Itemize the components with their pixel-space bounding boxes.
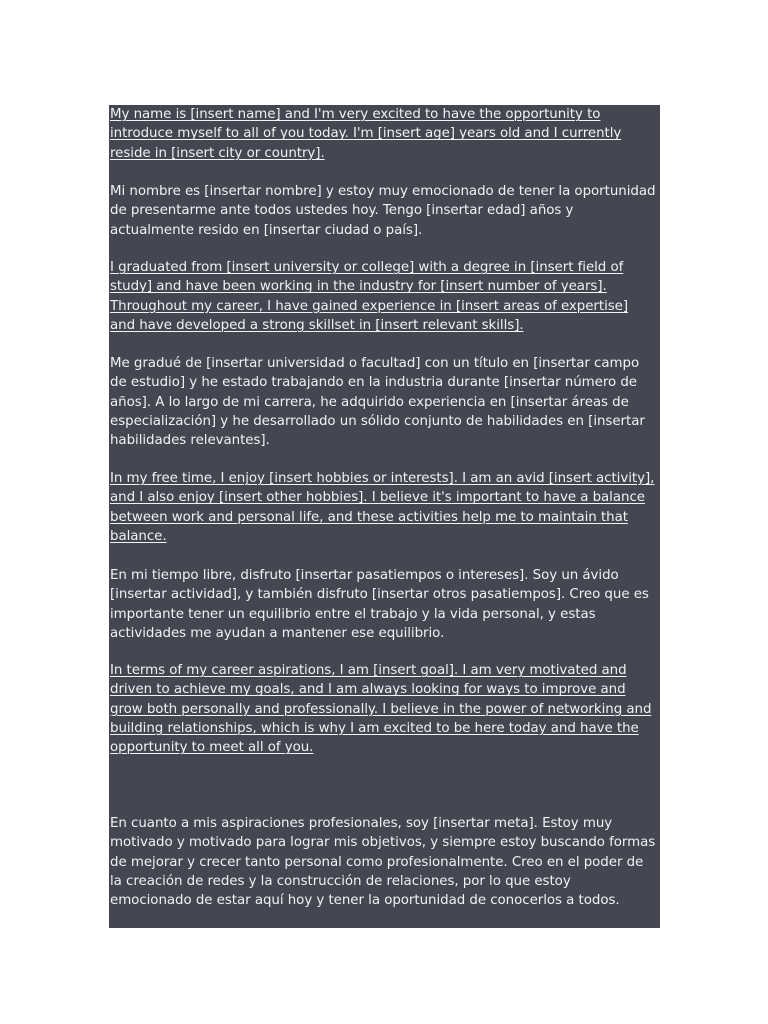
paragraph-intro-en: My name is [insert name] and I'm very excited to have the opportunity to introduce myself to all of you today. I'm [insert age] years old and I currently reside in [insert city or country]. — [110, 107, 622, 161]
paragraph-education-en: I graduated from [insert university or college] with a degree in [insert field of study] and have been working in the industry for [insert number of years]. Throughout my career, I have gained experience in [insert areas of expertise] and have developed a strong skillset in [insert relevant skills]. — [110, 260, 629, 333]
paragraph-hobbies-es: En mi tiempo libre, disfruto [insertar pasatiempos o intereses]. Soy un ávido [insertar actividad], y también disfruto [insertar otros pasatiempos]. Creo que es importante tener un equilibrio entre el trabajo y la vida personal, y estas actividades me ayudan a mantener ese equilibrio. — [110, 568, 649, 641]
paragraph-intro-es: Mi nombre es [insertar nombre] y estoy muy emocionado de tener la oportunidad de presentarme ante todos ustedes hoy. Tengo [insertar edad] años y actualmente resido en [insertar ciudad o país]. — [110, 184, 656, 238]
document-page — [109, 105, 660, 928]
paragraph-hobbies-en: In my free time, I enjoy [insert hobbies or interests]. I am an avid [insert activity], and I also enjoy [insert other hobbies]. I believe it's important to have a balance between work and personal life, and these activities help me to maintain that balance. — [110, 471, 655, 544]
paragraph-education-es: Me gradué de [insertar universidad o facultad] con un título en [insertar campo de estudio] y he estado trabajando en la industria durante [insertar número de años]. A lo largo de mi carrera, he adquirido experiencia en [insertar áreas de especialización] y he desarrollado un sólido conjunto de habilidades en [insertar habilidades relevantes]. — [110, 356, 645, 449]
paragraph-career-en: In terms of my career aspirations, I am [insert goal]. I am very motivated and driven to achieve my goals, and I am always looking for ways to improve and grow both personally and professionally. I believe in the power of networking and building relationships, which is why I am excited to be here today and have the opportunity to meet all of you. — [110, 663, 652, 756]
paragraph-career-es: En cuanto a mis aspiraciones profesionales, soy [insertar meta]. Estoy muy motivado y motivado para lograr mis objetivos, y siempre estoy buscando formas de mejorar y crecer tanto personal como profesionalmente. Creo en el poder de la creación de redes y la construcción de relaciones, por lo que estoy emocionado de estar aquí hoy y tener la oportunidad de conocerlos a todos. — [110, 816, 656, 909]
